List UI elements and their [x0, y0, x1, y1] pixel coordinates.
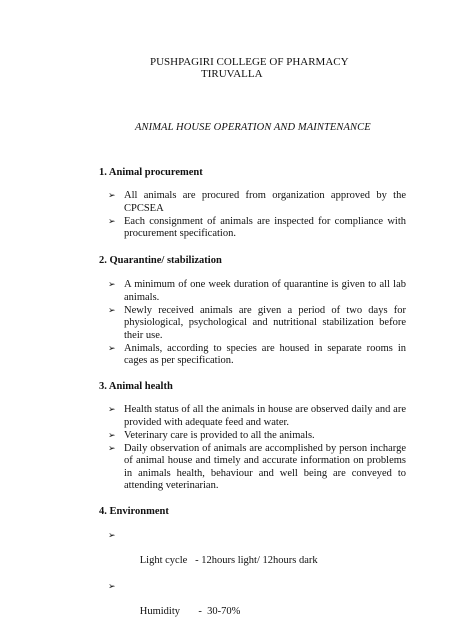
list-item — [108, 404, 406, 429]
arrow-bullet-icon: ➢ — [108, 443, 116, 454]
arrow-bullet-icon: ➢ — [108, 531, 116, 541]
list-item — [108, 581, 406, 631]
section-heading-animal-health: 3. Animal health — [99, 381, 173, 392]
list-item-text: Light cycle - 12hours light/ 12hours dark — [139, 555, 318, 566]
arrow-bullet-icon: ➢ — [108, 305, 116, 316]
list-item — [108, 443, 406, 493]
list-item — [108, 530, 406, 580]
bullet-list-animal-procurement — [108, 190, 406, 241]
bullet-list-quarantine — [108, 279, 406, 368]
list-item-text: Animals, according to species are housed in separate rooms in cages as per specification. — [124, 342, 406, 366]
list-item-text: Veterinary care is provided to all the animals. — [124, 429, 315, 441]
college-place: TIRUVALLA — [201, 68, 263, 80]
arrow-bullet-icon: ➢ — [108, 581, 116, 592]
arrow-bullet-icon: ➢ — [108, 216, 116, 227]
list-item-text: Daily observation of animals are accomplished by person incharge of animal house and timely and accurate information on problems in animals health, behaviour and well being are conveyed to attending veterinarian. — [124, 442, 406, 491]
bullet-list-environment — [108, 530, 406, 631]
list-item — [108, 305, 406, 343]
list-item-text: A minimum of one week duration of quarantine is given to all lab animals. — [124, 279, 406, 303]
list-item — [108, 216, 406, 241]
arrow-bullet-icon: ➢ — [108, 191, 116, 201]
section-heading-environment: 4. Environment — [99, 506, 169, 517]
list-item-text: Newly received animals are given a period of two days for physiological, psychological and nutritional stabilization before their use. — [124, 304, 406, 341]
bullet-list-animal-health — [108, 404, 406, 493]
arrow-bullet-icon: ➢ — [108, 430, 116, 441]
section-heading-quarantine: 2. Quarantine/ stabilization — [99, 255, 222, 266]
college-name: PUSHPAGIRI COLLEGE OF PHARMACY — [150, 56, 349, 68]
list-item — [108, 279, 406, 304]
arrow-bullet-icon: ➢ — [108, 280, 116, 290]
document-title: ANIMAL HOUSE OPERATION AND MAINTENANCE — [135, 122, 371, 133]
arrow-bullet-icon: ➢ — [108, 405, 116, 415]
list-item — [108, 430, 406, 443]
list-item — [108, 190, 406, 215]
list-item-text: Humidity - 30-70% — [139, 605, 241, 617]
section-heading-animal-procurement: 1. Animal procurement — [99, 167, 203, 178]
list-item — [108, 343, 406, 368]
list-item-text: All animals are procured from organization approved by the CPCSEA — [124, 190, 406, 214]
list-item-text: Health status of all the animals in house are observed daily and are provided with adequate feed and water. — [124, 404, 406, 428]
arrow-bullet-icon: ➢ — [108, 343, 116, 354]
list-item-text: Each consignment of animals are inspected for compliance with procurement specification. — [124, 215, 406, 239]
